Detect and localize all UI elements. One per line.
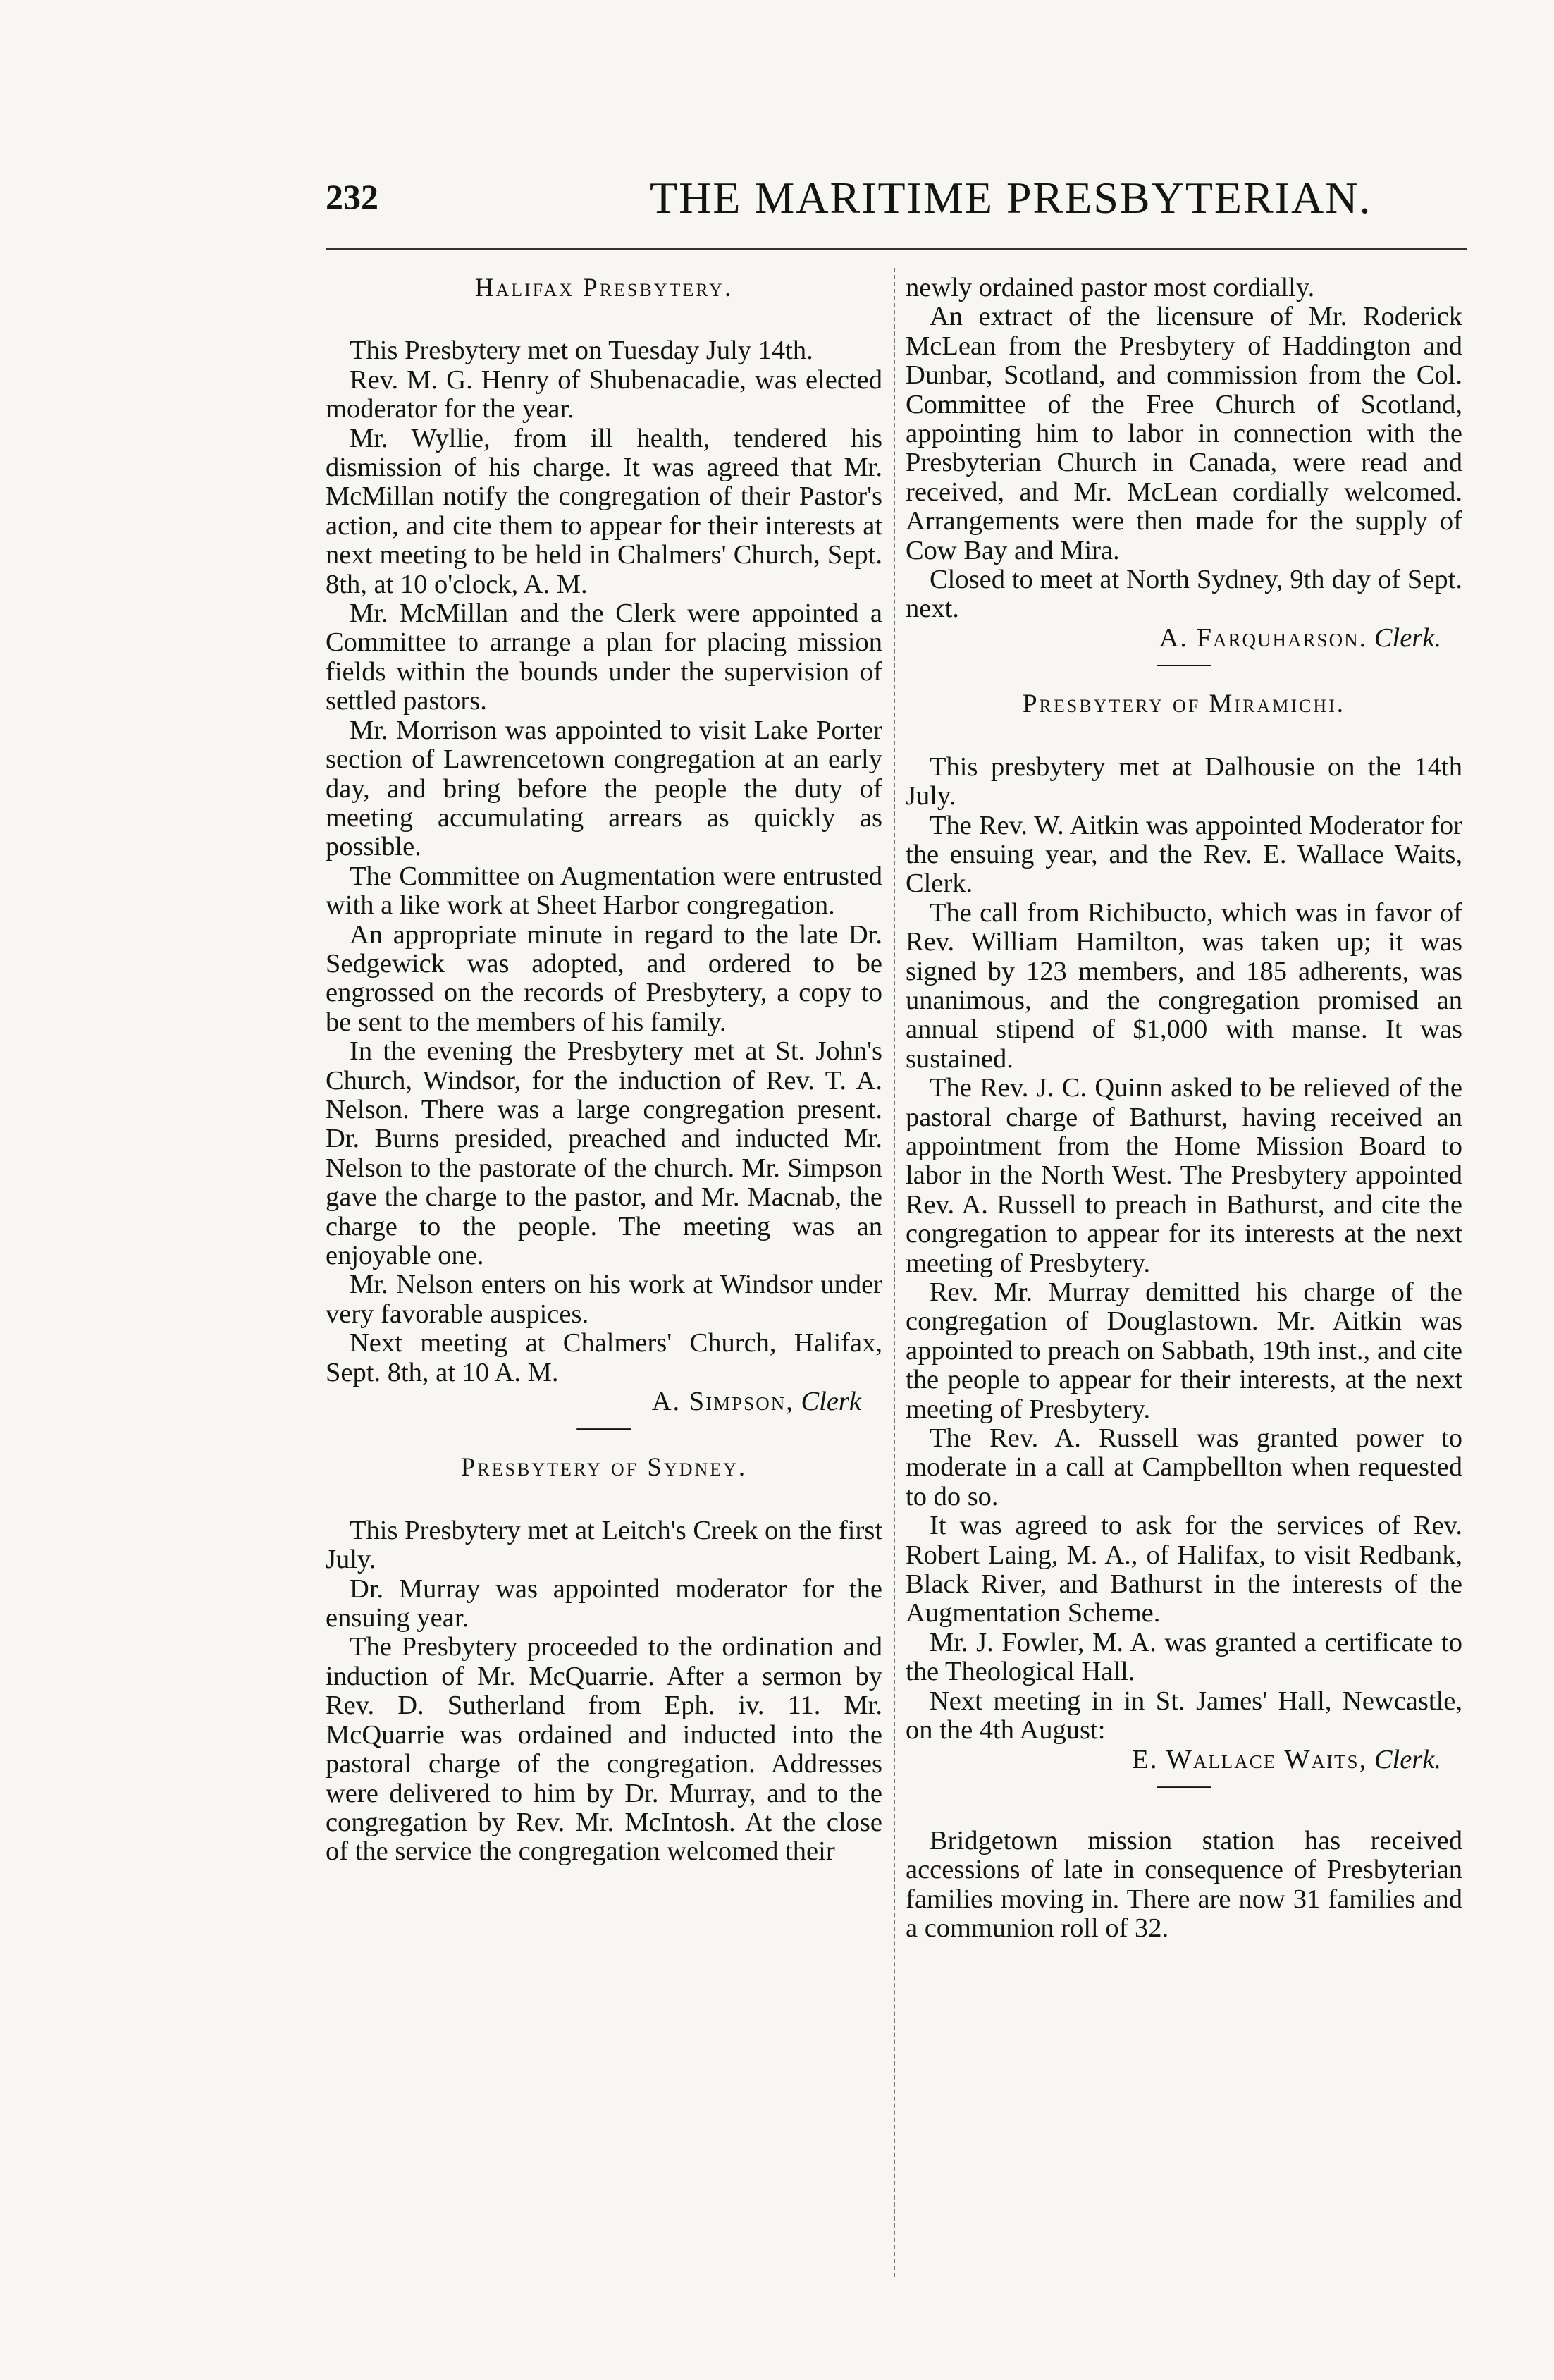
page-number: 232 [326,177,378,216]
article-paragraph: In the evening the Presbytery met at St. John's Church, Windsor, for the induction of Rev. T. A. Nelson. There was a large congregation present. Dr. Burns presided, preached and inducted Mr. Nelson to the pastorate of the church. Mr. Simpson gave the charge to the pastor, and Mr. Macnab, the charge to the people. The meeting was an enjoyable one. [326,1036,882,1270]
article-paragraph: Mr. Nelson enters on his work at Windsor under very favorable auspices. [326,1270,882,1329]
article-paragraph: The Rev. W. Aitkin was appointed Moderator for the ensuing year, and the Rev. E. Wallace Waits, Clerk. [906,810,1462,899]
section-separator: —— [576,1412,631,1442]
column-divider [894,268,895,2277]
signature-role: Clerk [801,1387,861,1417]
article-paragraph: Rev. Mr. Murray demitted his charge of the congregation of Douglastown. Mr. Aitkin was appointed to preach on Sabbath, 19th inst., and cite the people to appear for their interests, at the next meeting of Presbytery. [906,1277,1462,1424]
signature-name: E. Wallace Waits, [1132,1744,1368,1774]
article-paragraph: Closed to meet at North Sydney, 9th day of Sept. next. [906,565,1462,624]
article-paragraph: Mr. J. Fowler, M. A. was granted a certificate to the Theological Hall. [906,1627,1462,1687]
article-paragraph: The Committee on Augmentation were entrusted with a like work at Sheet Harbor congregation. [326,861,882,921]
sydney-heading: Presbytery of Sydney. [460,1453,748,1483]
signature-role: Clerk. [1374,622,1441,653]
article-paragraph: An appropriate minute in regard to the late Dr. Sedgewick was adopted, and ordered to be engrossed on the records of Presbytery, a copy to be sent to the members of his family. [326,919,882,1037]
article-paragraph: The call from Richibucto, which was in favor of Rev. William Hamilton, was taken up; it was signed by 123 members, and 185 adherents, was unanimous, and the congregation promised an annual stipend of $1,000 with manse. It was sustained. [906,897,1462,1074]
halifax-heading: Halifax Presbytery. [474,274,734,302]
header-rule [326,248,1467,250]
article-paragraph: The Rev. A. Russell was granted power to moderate in a call at Campbellton when requested to do so. [906,1423,1462,1511]
article-paragraph: An extract of the licensure of Mr. Roderick McLean from the Presbytery of Haddington and Dunbar, Scotland, and commission from the Col. Committee of the Free Church of Scotland, appointing him to labor in connection with the Presbyterian Church in Canada, were read and received, and Mr. McLean cordially welcomed. Arrangements were then made for the supply of Cow Bay and Mira. [906,302,1462,565]
signature-name: A. Simpson, [651,1387,794,1417]
running-title: THE MARITIME PRESBYTERIAN. [650,173,1372,223]
article-paragraph: newly ordained pastor most cordially. [906,273,1315,302]
section-separator: —— [1157,649,1211,679]
section-separator: —— [1157,1769,1211,1800]
article-paragraph: Next meeting at Chalmers' Church, Halifax, Sept. 8th, at 10 A. M. [326,1328,882,1387]
left-column [326,274,882,1867]
article-paragraph: The Rev. J. C. Quinn asked to be relieved of the pastoral charge of Bathurst, having received an appointment from the Home Mission Board to labor in the North West. The Presbytery appointed Rev. A. Russell to preach in Bathurst, and cite the congregation to appear for its interests at the next meeting of Presbytery. [906,1073,1462,1278]
article-paragraph: Dr. Murray was appointed moderator for the ensuing year. [326,1574,882,1633]
article-paragraph: Rev. M. G. Henry of Shubenacadie, was elected moderator for the year. [326,364,882,424]
article-paragraph: This Presbytery met at Leitch's Creek on the first July. [326,1515,882,1575]
article-paragraph: This presbytery met at Dalhousie on the 14th July. [906,752,1462,811]
signature-name: A. Farquharson. [1159,622,1368,653]
article-paragraph: Mr. McMillan and the Clerk were appointed a Committee to arrange a plan for placing mission fields within the bounds under the supervision of settled pastors. [326,599,882,716]
article-paragraph: Next meeting in in St. James' Hall, Newcastle, on the 4th August: [906,1686,1462,1746]
right-column [906,274,1462,1944]
article-paragraph: Mr. Morrison was appointed to visit Lake Porter section of Lawrencetown congregation at an early day, and bring before the people the duty of meeting accumulating arrears as quickly as possible. [326,715,882,862]
signature-role: Clerk. [1374,1744,1441,1774]
article-paragraph: Bridgetown mission station has received accessions of late in consequence of Presbyterian families moving in. There are now 31 families and a communion roll of 32. [906,1825,1462,1944]
article-paragraph: Mr. Wyllie, from ill health, tendered his dismission of his charge. It was agreed that Mr. McMillan notify the congregation of their Pastor's action, and cite them to appear for their interests at next meeting to be held in Chalmers' Church, Sept. 8th, at 10 o'clock, A. M. [326,423,882,599]
article-paragraph: This Presbytery met on Tuesday July 14th. [350,336,813,366]
article-paragraph: The Presbytery proceeded to the ordination and induction of Mr. McQuarrie. After a sermon by Rev. D. Sutherland from Eph. iv. 11. Mr. McQuarrie was ordained and inducted into the pastoral charge of the congregation. Addresses were delivered to him by Dr. Murray, and to the congregation by Rev. Mr. McIntosh. At the close of the service the congregation welcomed their [326,1632,882,1867]
miramichi-heading: Presbytery of Miramichi. [1022,689,1346,719]
article-paragraph: It was agreed to ask for the services of Rev. Robert Laing, M. A., of Halifax, to visit Redbank, Black River, and Bathurst in the interests of the Augmentation Scheme. [906,1511,1462,1628]
page-header [326,173,1467,233]
